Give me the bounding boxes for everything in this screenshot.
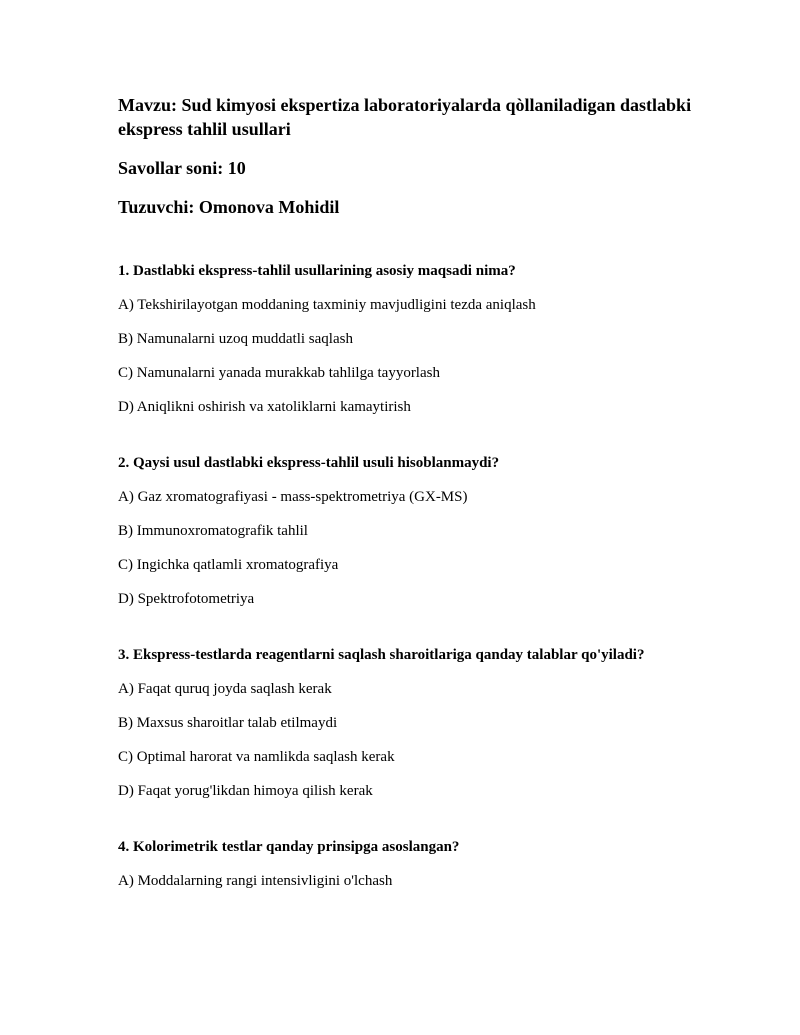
- answer-option-b: B) Maxsus sharoitlar talab etilmaydi: [118, 715, 338, 731]
- answer-option-b: B) Namunalarni uzoq muddatli saqlash: [118, 331, 353, 347]
- question-3: [118, 645, 738, 801]
- answer-option-c: C) Optimal harorat va namlikda saqlash kerak: [118, 749, 395, 765]
- document-author: Tuzuvchi: Omonova Mohidil: [118, 197, 340, 217]
- question-text: 3. Ekspress-testlarda reagentlarni saqlash sharoitlariga qanday talablar qo'yiladi?: [118, 647, 645, 663]
- answer-option-a: A) Moddalarning rangi intensivligini o'lchash: [118, 873, 393, 889]
- answer-option-c: C) Ingichka qatlamli xromatografiya: [118, 557, 339, 573]
- answer-option-c: C) Namunalarni yanada murakkab tahlilga tayyorlash: [118, 365, 440, 381]
- question-count: Savollar soni: 10: [118, 158, 246, 178]
- question-text: 1. Dastlabki ekspress-tahlil usullarining asosiy maqsadi nima?: [118, 263, 516, 279]
- answer-option-b: B) Immunoxromatografik tahlil: [118, 523, 308, 539]
- document-topic: Mavzu: Sud kimyosi ekspertiza laboratoriyalarda qòllaniladigan dastlabki ekspress tahlil usullari: [118, 95, 692, 139]
- question-1: [118, 261, 738, 417]
- question-4: [118, 837, 738, 891]
- answer-option-d: D) Spektrofotometriya: [118, 591, 255, 607]
- question-text: 2. Qaysi usul dastlabki ekspress-tahlil usuli hisoblanmaydi?: [118, 455, 500, 471]
- question-text: 4. Kolorimetrik testlar qanday prinsipga asoslangan?: [118, 839, 460, 855]
- answer-option-a: A) Faqat quruq joyda saqlash kerak: [118, 681, 332, 697]
- document-header: [118, 93, 718, 219]
- question-2: [118, 453, 738, 609]
- answer-option-a: A) Gaz xromatografiyasi - mass-spektrometriya (GX-MS): [118, 489, 468, 505]
- question-list: [118, 261, 738, 927]
- answer-option-d: D) Faqat yorug'likdan himoya qilish kerak: [118, 783, 373, 799]
- answer-option-d: D) Aniqlikni oshirish va xatoliklarni kamaytirish: [118, 399, 411, 415]
- answer-option-a: A) Tekshirilayotgan moddaning taxminiy mavjudligini tezda aniqlash: [118, 297, 536, 313]
